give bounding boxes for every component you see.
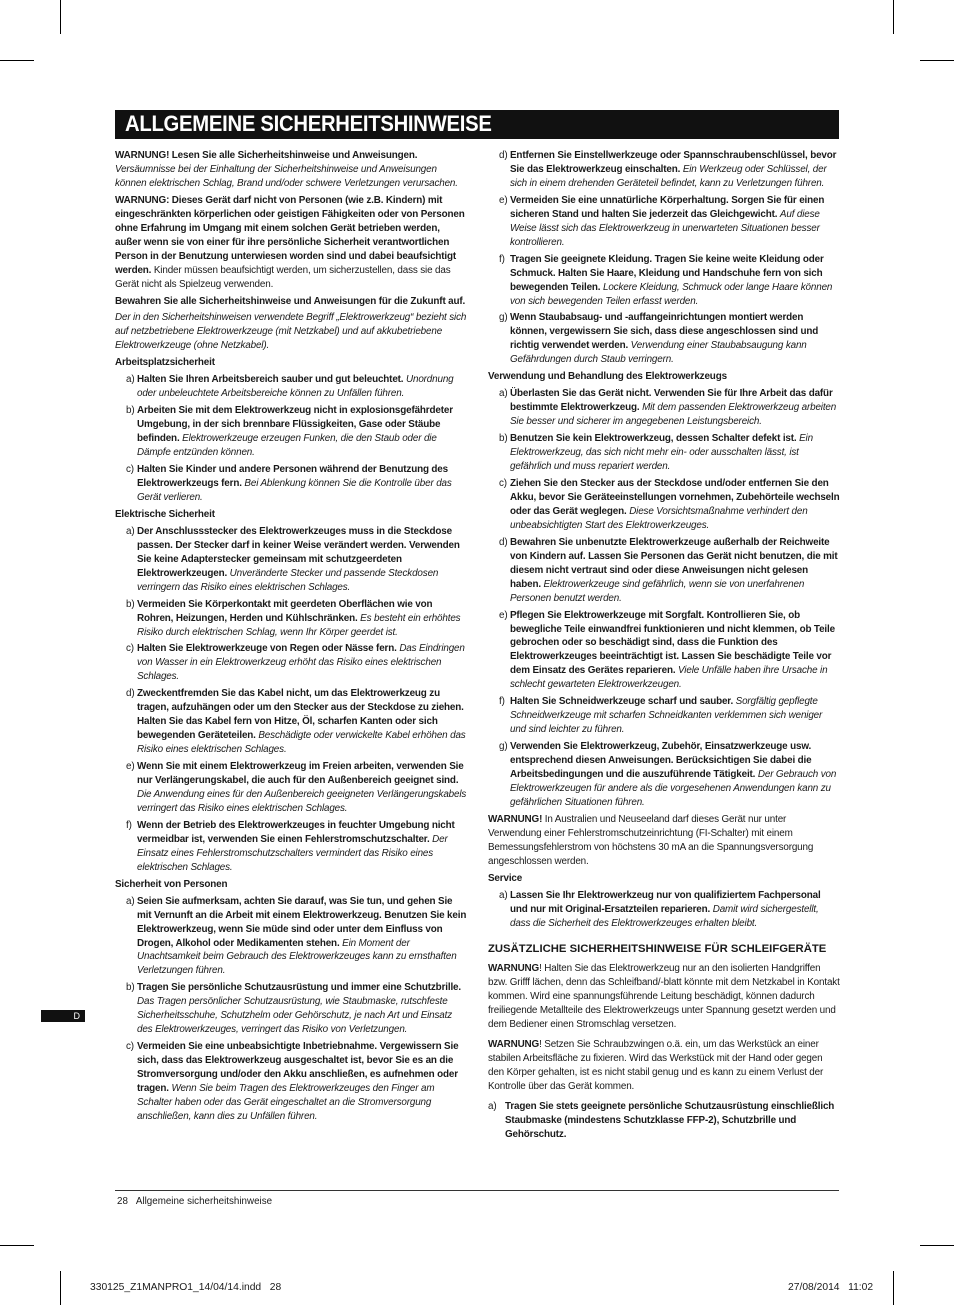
warning-paragraph: WARNUNG! In Australien und Neuseeland darf dieses Gerät nur unter Verwendung einer Fehlerstromschutzeinrichtung (FI-Schalter) mit einem Bemessungsfehlerstrom von höchstens 30 mA an die Spannungsversorgung angeschlossen werden. — [488, 813, 814, 867]
list-item: b) Tragen Sie persönliche Schutzausrüstung und immer eine Schutzbrille. Das Tragen persönlicher Schutzausrüstung, wie Staubmaske, rutschfeste Sicherheitsschuhe, Schutzhelm oder Gehörschutz, je nach Art und Einsatz des Elektrowerkzeuges, verringert das Risiko von Verletzungen. — [126, 982, 461, 1036]
list-item: e) Wenn Sie mit einem Elektrowerkzeug im Freien arbeiten, verwenden Sie nur Verlängerungskabel, die auch für den Außenbereich geeignet sind. Die Anwendung eines für den Außenbereich geeigneten Verlängerungskabels verringert das Risiko eines elektrischen Schlages. — [126, 761, 467, 814]
crop-mark — [0, 1245, 34, 1246]
list-item: g) Wenn Staubabsaug- und -auffangeinrichtungen montiert werden können, vergewissern Sie sich, dass diese angeschlossen sind und richtig verwendet werden. Verwendung einer Staubabsaugung kann Gefährdungen durch Staub verringern. — [499, 312, 819, 366]
crop-mark — [60, 1271, 61, 1305]
list-item: a) Der Anschlussstecker des Elektrowerkzeuges muss in die Steckdose passen. Der Stecker darf in keiner Weise verändert werden. Verwenden Sie keine Adapterstecker gemeinsam mit schutzgeerdeten Elektrowerkzeugen. Unveränderte Stecker und passende Steckdosen verringern das Risiko eines elektrischen Schlages. — [126, 525, 460, 593]
warning-paragraph: WARNUNG! Setzen Sie Schraubzwingen o.ä. ein, um das Werkstück an einer stabilen Arbeitsfläche zu fixieren. Wird das Werkstück mit der Hand oder gegen den Körper gehalten, ist es nicht stabil genug und es kann zu einem Verlust der Kontrolle über das Gerät kommen. — [488, 1039, 824, 1093]
list-item: b) Benutzen Sie kein Elektrowerkzeug, dessen Schalter defekt ist. Ein Elektrowerkzeug, das sich nicht mehr ein- oder ausschalten lässt, ist gefährlich und muss repariert werden. — [499, 433, 813, 473]
crop-mark — [60, 0, 61, 34]
page-number: 28 — [117, 1196, 128, 1207]
crop-mark — [920, 1245, 954, 1246]
list-item: a) Überlasten Sie das Gerät nicht. Verwenden Sie für Ihre Arbeit das dafür bestimmte Elektrowerkzeug. Mit dem passenden Elektrowerkzeug arbeiten Sie besser und sicherer im angegebenen Leistungsbereich. — [499, 388, 837, 428]
list-item: c) Halten Sie Kinder und andere Personen während der Benutzung des Elektrowerkzeugs fern. Bei Ablenkung können Sie die Kontrolle über das Gerät verlieren. — [126, 464, 452, 503]
crop-mark — [920, 60, 954, 61]
list-item: e) Vermeiden Sie eine unnatürliche Körperhaltung. Sorgen Sie für einen sicheren Stand und halten Sie jederzeit das Gleichgewicht. Auf diese Weise lässt sich das Elektrowerkzeug in unerwarteten Situationen besser kontrollieren. — [499, 194, 825, 248]
print-slug-file: 330125_Z1MANPRO1_14/04/14.indd 28 — [90, 1282, 282, 1293]
list-item: d) Zweckentfremden Sie das Kabel nicht, um das Elektrowerkzeug zu tragen, aufzuhängen oder um den Stecker aus der Steckdose zu ziehen. Halten Sie das Kabel fern von Hitze, Öl, scharfen Kanten oder sich bewegenden Geräteteilen. Beschädigte oder verwickelte Kabel erhöhen das Risiko eines elektrischen Schlages. — [126, 688, 466, 756]
list-item: c) Ziehen Sie den Stecker aus der Steckdose und/oder entfernen Sie den Akku, bevor Sie Geräteeinstellungen vornehmen, Zubehörteile wechseln oder das Gerät weglegen. Diese Vorsichtsmaßnahme verhindert den unbeabsichtigten Start des Elektrowerkzeuges. — [499, 477, 840, 531]
section-heading: Arbeitsplatzsicherheit — [115, 357, 215, 369]
section-heading: Sicherheit von Personen — [115, 878, 228, 890]
footer-rule — [115, 1190, 839, 1191]
list-item: f) Tragen Sie geeignete Kleidung. Tragen Sie keine weite Kleidung oder Schmuck. Halten Sie Haare, Kleidung und Handschuhe fern von sich bewegenden Teilen. Lockere Kleidung, Schmuck oder lange Haare können von sich bewegenden Teilen erfasst werden. — [499, 253, 833, 307]
section-heading: Elektrische Sicherheit — [115, 508, 215, 520]
list-item: d) Entfernen Sie Einstellwerkzeuge oder Spannschraubenschlüssel, bevor Sie das Elektrowerkzeug einschalten. Ein Werkzeug oder Schlüssel, der sich in einem drehenden Geräteteil befindet, kann zu Verletzungen führen. — [499, 150, 837, 189]
list-item: f) Halten Sie Schneidwerkzeuge scharf und sauber. Sorgfältig gepflegte Schneidwerkzeuge mit scharfen Schneidkanten verklemmen sich weniger und sind leichter zu führen. — [499, 696, 823, 736]
keep-instructions-paragraph: Bewahren Sie alle Sicherheitshinweise und Anweisungen für die Zukunft auf. — [115, 295, 466, 307]
crop-mark — [893, 0, 894, 34]
warning-paragraph: WARNUNG! Lesen Sie alle Sicherheitshinweise und Anweisungen. Versäumnisse bei der Einhaltung der Sicherheitshinweise und Anweisungen können elektrischen Schlag, Brand und/oder schwere Verletzungen verursachen. — [115, 150, 458, 189]
footer-section: Allgemeine sicherheitshinweise — [135, 1196, 273, 1207]
list-item: a) Lassen Sie Ihr Elektrowerkzeug nur von qualifiziertem Fachpersonal und nur mit Original-Ersatzteilen reparieren. Damit wird sichergestellt, dass die Sicherheit des Elektrowerkzeuges erhalten bleibt. — [499, 889, 821, 929]
list-item: c) Halten Sie Elektrowerkzeuge von Regen oder Nässe fern. Das Eindringen von Wasser in ein Elektrowerkzeug erhöht das Risiko eines elektrischen Schlages. — [126, 643, 465, 683]
page-title: ALLGEMEINE SICHERHEITSHINWEISE — [125, 111, 492, 136]
crop-mark — [893, 1271, 894, 1305]
list-item: f) Wenn der Betrieb des Elektrowerkzeuges in feuchter Umgebung nicht vermeidbar ist, verwenden Sie einen Fehlerstromschutzschalter. Der Einsatz eines Fehlerstromschutzschalters vermindert das Risiko eines elektrischen Schlages. — [126, 819, 455, 873]
list-item: a) Seien Sie aufmerksam, achten Sie darauf, was Sie tun, und gehen Sie mit Vernunft an die Arbeit mit einem Elektrowerkzeug. Benutzen Sie kein Elektrowerkzeug, wenn Sie müde sind oder unter dem Einfluss von Drogen, Alkohol oder Medikamenten stehen. Ein Moment der Unachtsamkeit beim Gebrauch des Elektrowerkzeuges kann zu ernsthaften Verletzungen führen. — [126, 895, 467, 977]
language-tab: D — [41, 1010, 85, 1022]
section-heading: Verwendung und Behandlung des Elektrowerkzeugs — [488, 371, 727, 383]
list-item: b) Arbeiten Sie mit dem Elektrowerkzeug nicht in explosionsgefährdeter Umgebung, in der sich brennbare Flüssigkeiten, Gase oder Stäube befinden. Elektrowerkzeuge erzeugen Funken, die den Staub oder die Dämpfe entzünden können. — [126, 405, 453, 459]
warning-paragraph: WARNUNG: Dieses Gerät darf nicht von Personen (wie z.B. Kindern) mit eingeschränkten körperlichen oder geistigen Fähigkeiten oder von Personen ohne Erfahrung im Umgang mit einem solchen Gerät betrieben werden, außer wenn sie von einer für ihre persönliche Sicherheit verantwortlichen Person in der Benutzung unterwiesen worden sind und dabei beaufsichtigt werden. Kinder müssen beaufsichtigt werden, um sicherzustellen, dass sie das Gerät nicht als Spielzeug verwenden. — [115, 194, 465, 290]
page-footer — [117, 1196, 272, 1208]
right-column — [488, 149, 840, 1145]
section-heading: Service — [488, 872, 523, 884]
crop-mark — [0, 60, 34, 61]
list-item: a) Halten Sie Ihren Arbeitsbereich sauber und gut beleuchtet. Unordnung oder unbeleuchtete Arbeitsbereiche können zu Unfällen führen. — [126, 374, 454, 400]
title-bar — [115, 110, 839, 139]
list-item: b) Vermeiden Sie Körperkontakt mit geerdeten Oberflächen wie von Rohren, Heizungen, Herden und Kühlschränken. Es besteht ein erhöhtes Risiko durch elektrischen Schlag, wenn Ihr Körper geerdet ist. — [126, 598, 461, 638]
left-column — [115, 149, 467, 1127]
list-item: d) Bewahren Sie unbenutzte Elektrowerkzeuge außerhalb der Reichweite von Kindern auf. Lassen Sie Personen das Gerät nicht benutzen, die mit diesem nicht vertraut sind oder diese Anweisungen nicht gelesen haben. Elektrowerkzeuge sind gefährlich, wenn sie von unerfahrenen Personen benutzt werden. — [499, 536, 838, 604]
subsection-title: ZUSÄTZLICHE SICHERHEITSHINWEISE FÜR SCHLEIFGERÄTE — [488, 942, 827, 955]
warning-paragraph: WARNUNG! Halten Sie das Elektrowerkzeug nur an den isolierten Handgriffen bzw. Grifff lächen, denn das Schleifband/-blatt könnte mit dem Netzkabel in Kontakt kommen. Wird eine spannungsführende Leitung beschädigt, können dadurch freiliegende Metallteile des Elektrowerkzeugs unter Spannung gesetzt werden und dem Bediener einen Stromschlag versetzen. — [488, 963, 840, 1031]
list-item: a) Tragen Sie stets geeignete persönliche Schutzausrüstung einschließlich Staubmaske (mindestens Schutzklasse FFP-2), Schutzbrille und Gehörschutz. — [488, 1101, 835, 1140]
list-item: c) Vermeiden Sie eine unbeabsichtigte Inbetriebnahme. Vergewissern Sie sich, dass das Elektrowerkzeug ausgeschaltet ist, bevor Sie es an die Stromversorgung und/oder den Akku anschließen, es aufnehmen oder tragen. Wenn Sie beim Tragen des Elektrowerkzeuges den Finger am Schalter haben oder das Gerät eingeschaltet an die Stromversorgung anschließen, kann dies zu Unfällen führen. — [126, 1041, 459, 1122]
definition-paragraph: Der in den Sicherheitshinweisen verwendete Begriff „Elektrowerkzeug“ bezieht sich auf netzbetriebene Elektrowerkzeuge (mit Netzkabel) und auf akkubetriebene Elektrowerkzeuge (ohne Netzkabel). — [115, 312, 467, 352]
list-item: e) Pflegen Sie Elektrowerkzeuge mit Sorgfalt. Kontrollieren Sie, ob bewegliche Teile einwandfrei funktionieren und nicht klemmen, ob Teile gebrochen oder so beschädigt sind, dass die Funktion des Elektrowerkzeuges beeinträchtigt ist. Lassen Sie beschädigte Teile vor dem Einsatz des Gerätes reparieren. Viele Unfälle haben ihre Ursache in schlecht gewarteten Elektrowerkzeugen. — [499, 609, 835, 691]
list-item: g) Verwenden Sie Elektrowerkzeug, Zubehör, Einsatzwerkzeuge usw. entsprechend diesen Anweisungen. Berücksichtigen Sie dabei die Arbeitsbedingungen und die auszuführende Tätigkeit. Der Gebrauch von Elektrowerkzeugen für andere als die vorgesehenen Anwendungen kann zu gefährlichen Situationen führen. — [499, 741, 837, 808]
print-slug-date: 27/08/2014 11:02 — [788, 1282, 874, 1293]
